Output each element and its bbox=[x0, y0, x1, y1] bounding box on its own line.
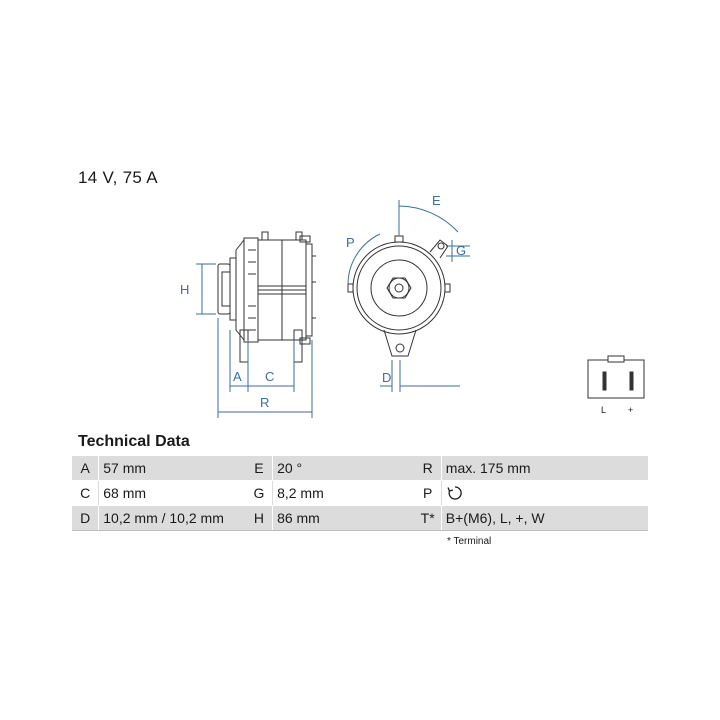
connector-label-plus: + bbox=[628, 405, 634, 415]
spec-value-text: 20 ° bbox=[277, 460, 303, 476]
spec-value bbox=[273, 456, 415, 481]
spec-key: G bbox=[246, 481, 273, 506]
spec-key: H bbox=[246, 506, 273, 531]
technical-data-title: Technical Data bbox=[78, 433, 190, 450]
connector-plug bbox=[588, 356, 644, 398]
dim-label-h: H bbox=[180, 282, 190, 297]
pin-plus bbox=[630, 372, 633, 390]
spec-key: E bbox=[246, 456, 273, 481]
spec-key: D bbox=[72, 506, 99, 531]
spec-value bbox=[441, 506, 648, 531]
dim-label-a: A bbox=[233, 369, 242, 384]
spec-value bbox=[99, 506, 246, 531]
side-view bbox=[218, 232, 316, 362]
spec-value bbox=[99, 456, 246, 481]
front-view-dimensions bbox=[348, 200, 470, 392]
table-row bbox=[72, 481, 648, 506]
spec-key: T* bbox=[415, 506, 442, 531]
spec-value bbox=[441, 481, 648, 506]
spec-key: C bbox=[72, 481, 99, 506]
product-title: 14 V, 75 A bbox=[78, 168, 158, 187]
table-row bbox=[72, 456, 648, 481]
dim-label-e: E bbox=[432, 193, 441, 208]
mount-foot-rear bbox=[294, 330, 302, 362]
table-row bbox=[72, 506, 648, 531]
dim-label-d: D bbox=[382, 370, 392, 385]
spec-value bbox=[273, 481, 415, 506]
pulley-circle bbox=[371, 260, 427, 316]
spec-value bbox=[441, 456, 648, 481]
dim-label-r: R bbox=[260, 395, 270, 410]
technical-data-table bbox=[72, 456, 648, 531]
spec-value-text: B+(M6), L, +, W bbox=[445, 510, 545, 526]
spec-key: R bbox=[415, 456, 442, 481]
rear-cover bbox=[306, 244, 312, 336]
spec-value-text: max. 175 mm bbox=[445, 460, 531, 476]
front-flange bbox=[244, 238, 258, 342]
connector-label-l: L bbox=[601, 405, 607, 415]
spec-value-text: 68 mm bbox=[103, 485, 147, 501]
spec-value bbox=[99, 481, 246, 506]
pin-l bbox=[603, 372, 606, 390]
pulley-hub bbox=[230, 258, 236, 320]
front-housing bbox=[236, 240, 244, 340]
spec-value bbox=[273, 506, 415, 531]
side-view-dimensions bbox=[196, 264, 312, 418]
dim-label-g: G bbox=[456, 243, 467, 258]
housing-circle bbox=[353, 242, 445, 334]
spec-value-text: 86 mm bbox=[277, 510, 320, 526]
spec-key: A bbox=[72, 456, 99, 481]
spec-value-text: 10,2 mm / 10,2 mm bbox=[103, 510, 224, 526]
nut bbox=[387, 278, 411, 298]
dim-label-p: P bbox=[346, 235, 355, 250]
spec-key: P bbox=[415, 481, 442, 506]
clockwise-rotation-icon bbox=[446, 484, 464, 502]
terminal-footnote: * Terminal bbox=[447, 536, 492, 547]
spec-value-text: 57 mm bbox=[103, 460, 147, 476]
connector-housing bbox=[588, 360, 644, 398]
pulley-inner bbox=[222, 272, 230, 306]
dim-label-c: C bbox=[265, 369, 275, 384]
spec-value-text: 8,2 mm bbox=[277, 485, 324, 501]
front-view bbox=[348, 236, 450, 356]
